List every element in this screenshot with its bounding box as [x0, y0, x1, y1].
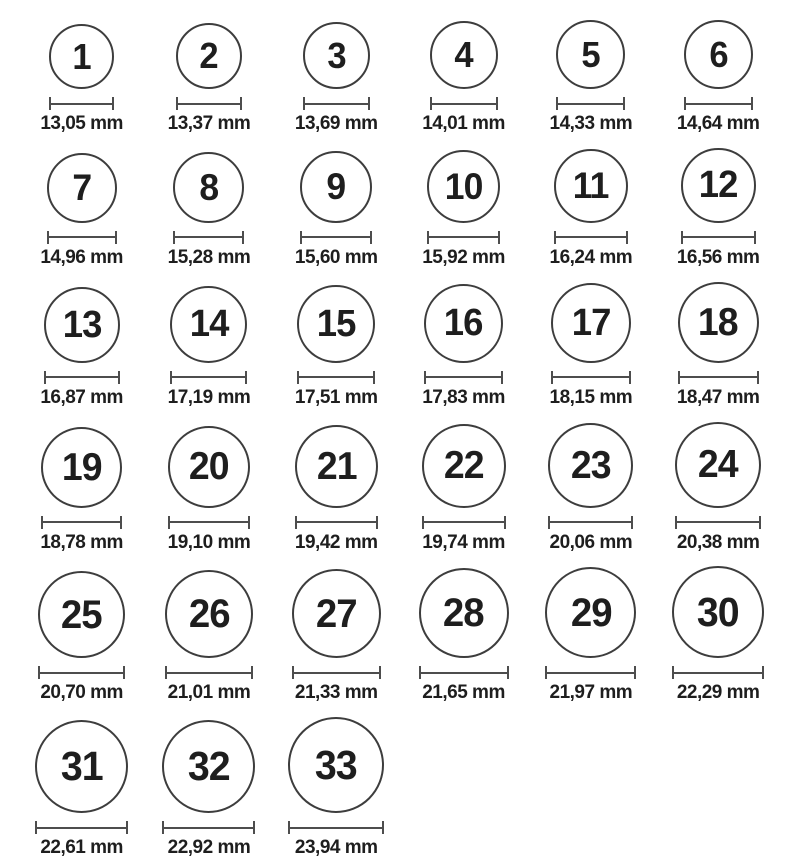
- ring-size-number: 32: [187, 743, 230, 790]
- diameter-measure-line: [424, 371, 503, 384]
- ring-circle: [288, 717, 384, 813]
- ring-size-item: [400, 150, 527, 269]
- ring-circle: [300, 151, 372, 223]
- ring-size-number: 26: [188, 592, 230, 637]
- ring-circle: [297, 285, 375, 363]
- ring-size-row: [18, 717, 782, 859]
- ring-size-number: 8: [199, 166, 219, 208]
- diameter-label: 19,10 mm: [167, 531, 251, 553]
- diameter-label: 13,69 mm: [294, 113, 378, 134]
- diameter-measure-line: [675, 516, 761, 529]
- ring-circle: [545, 567, 636, 658]
- ring-circle: [548, 423, 633, 508]
- diameter-label: 20,06 mm: [549, 531, 633, 553]
- ring-size-number: 10: [444, 165, 483, 207]
- ring-size-item: [273, 425, 400, 554]
- diameter-measure-line: [44, 371, 120, 384]
- diameter-measure-line: [548, 516, 633, 529]
- ring-size-item: [145, 426, 272, 554]
- ring-circle: [162, 720, 255, 813]
- ring-size-item: [145, 720, 272, 859]
- diameter-measure-line: [38, 666, 125, 679]
- ring-size-number: 25: [61, 592, 103, 637]
- ring-size-number: 2: [199, 35, 219, 76]
- ring-circle: [681, 148, 756, 223]
- ring-size-item: [145, 570, 272, 704]
- ring-size-item: [145, 23, 272, 135]
- ring-size-item: [273, 151, 400, 269]
- ring-size-number: 5: [581, 33, 600, 75]
- diameter-measure-line: [292, 666, 381, 679]
- ring-size-number: 17: [571, 301, 611, 344]
- diameter-label: 14,96 mm: [40, 246, 123, 268]
- diameter-label: 19,42 mm: [294, 531, 378, 553]
- ring-size-item: [18, 153, 145, 269]
- diameter-measure-line: [554, 231, 628, 244]
- diameter-label: 21,97 mm: [549, 682, 633, 704]
- ring-circle: [678, 282, 759, 363]
- ring-circle: [554, 149, 628, 223]
- ring-circle: [430, 21, 498, 89]
- ring-size-item: [400, 21, 527, 135]
- ring-size-number: 6: [708, 33, 728, 75]
- ring-circle: [170, 286, 247, 363]
- diameter-measure-line: [545, 666, 636, 679]
- diameter-label: 17,19 mm: [167, 386, 251, 408]
- diameter-measure-line: [419, 666, 509, 679]
- diameter-label: 14,33 mm: [549, 113, 633, 134]
- diameter-measure-line: [162, 821, 255, 834]
- diameter-measure-line: [297, 371, 375, 384]
- ring-circle: [173, 152, 244, 223]
- ring-size-item: [273, 22, 400, 135]
- diameter-measure-line: [678, 371, 759, 384]
- diameter-measure-line: [165, 666, 253, 679]
- diameter-label: 17,51 mm: [294, 386, 378, 408]
- ring-circle: [422, 424, 506, 508]
- ring-size-item: [273, 717, 400, 859]
- ring-size-number: 18: [698, 300, 738, 344]
- diameter-measure-line: [303, 97, 370, 110]
- ring-size-number: 12: [698, 164, 738, 207]
- diameter-label: 16,56 mm: [676, 246, 760, 268]
- ring-size-item: [654, 566, 781, 704]
- ring-size-item: [527, 20, 654, 135]
- diameter-measure-line: [176, 97, 242, 110]
- diameter-measure-line: [551, 371, 631, 384]
- ring-circle: [165, 570, 253, 658]
- diameter-label: 21,01 mm: [167, 682, 251, 704]
- ring-size-item: [273, 285, 400, 409]
- ring-size-item: [654, 20, 781, 135]
- ring-size-number: 19: [61, 445, 102, 489]
- diameter-label: 23,94 mm: [294, 837, 378, 859]
- diameter-label: 21,65 mm: [422, 682, 505, 704]
- ring-size-item: [527, 283, 654, 409]
- diameter-label: 20,70 mm: [40, 682, 123, 704]
- diameter-label: 22,92 mm: [167, 837, 251, 859]
- ring-size-row: [18, 422, 782, 554]
- ring-size-number: 22: [443, 444, 484, 488]
- diameter-label: 20,38 mm: [676, 531, 760, 553]
- diameter-measure-line: [430, 97, 498, 110]
- diameter-measure-line: [47, 231, 117, 244]
- ring-size-item: [654, 422, 781, 554]
- ring-circle: [303, 22, 370, 89]
- diameter-measure-line: [288, 821, 384, 834]
- ring-size-item: [654, 282, 781, 409]
- ring-size-number: 28: [443, 591, 484, 636]
- ring-size-number: 20: [189, 445, 229, 489]
- ring-size-item: [400, 424, 527, 554]
- ring-size-number: 24: [698, 443, 738, 487]
- diameter-label: 22,29 mm: [676, 682, 760, 704]
- diameter-measure-line: [684, 97, 753, 110]
- ring-circle: [551, 283, 631, 363]
- diameter-label: 18,47 mm: [676, 386, 760, 408]
- ring-circle: [35, 720, 128, 813]
- ring-size-item: [145, 286, 272, 409]
- diameter-label: 15,60 mm: [294, 246, 378, 268]
- ring-size-number: 9: [326, 166, 346, 208]
- ring-size-number: 31: [60, 743, 103, 790]
- diameter-label: 15,92 mm: [422, 246, 505, 268]
- ring-size-number: 33: [315, 741, 358, 788]
- ring-size-row: [18, 282, 782, 409]
- ring-circle: [427, 150, 500, 223]
- diameter-measure-line: [556, 97, 625, 110]
- ring-size-item: [527, 149, 654, 269]
- ring-circle: [49, 24, 114, 89]
- ring-size-number: 29: [570, 590, 612, 635]
- ring-size-number: 4: [454, 34, 473, 75]
- diameter-label: 17,83 mm: [422, 386, 505, 408]
- ring-size-item: [18, 24, 145, 135]
- ring-circle: [424, 284, 503, 363]
- diameter-measure-line: [672, 666, 764, 679]
- diameter-label: 14,64 mm: [676, 113, 760, 134]
- ring-size-number: 3: [327, 34, 346, 76]
- diameter-label: 18,15 mm: [549, 386, 633, 408]
- diameter-label: 13,05 mm: [40, 113, 123, 134]
- diameter-label: 16,87 mm: [40, 386, 123, 408]
- ring-circle: [684, 20, 753, 89]
- ring-size-number: 14: [189, 303, 229, 346]
- diameter-measure-line: [49, 97, 114, 110]
- ring-circle: [38, 571, 125, 658]
- diameter-label: 22,61 mm: [40, 837, 123, 859]
- ring-circle: [672, 566, 764, 658]
- diameter-measure-line: [300, 231, 372, 244]
- ring-size-number: 11: [573, 165, 609, 207]
- ring-size-number: 23: [570, 443, 611, 487]
- ring-size-item: [18, 427, 145, 554]
- ring-circle: [176, 23, 242, 89]
- ring-size-number: 7: [72, 167, 92, 209]
- diameter-measure-line: [422, 516, 506, 529]
- ring-size-item: [273, 569, 400, 704]
- diameter-measure-line: [41, 516, 122, 529]
- diameter-label: 15,28 mm: [167, 246, 251, 268]
- ring-circle: [556, 20, 625, 89]
- ring-circle: [419, 568, 509, 658]
- ring-size-number: 13: [62, 303, 101, 346]
- ring-size-number: 21: [316, 444, 357, 488]
- diameter-measure-line: [681, 231, 756, 244]
- ring-size-item: [18, 571, 145, 704]
- diameter-measure-line: [295, 516, 378, 529]
- ring-size-item: [400, 568, 527, 704]
- ring-size-row: [18, 566, 782, 704]
- ring-size-number: 16: [444, 302, 483, 345]
- diameter-measure-line: [35, 821, 128, 834]
- ring-circle: [47, 153, 117, 223]
- diameter-measure-line: [170, 371, 247, 384]
- ring-circle: [675, 422, 761, 508]
- ring-size-number: 27: [315, 591, 357, 636]
- ring-size-item: [527, 567, 654, 704]
- ring-size-item: [400, 284, 527, 409]
- diameter-label: 19,74 mm: [422, 531, 505, 553]
- ring-size-number: 15: [316, 302, 356, 345]
- ring-size-row: [18, 148, 782, 269]
- diameter-label: 13,37 mm: [167, 113, 251, 134]
- ring-circle: [295, 425, 378, 508]
- diameter-label: 14,01 mm: [422, 113, 505, 134]
- ring-size-item: [145, 152, 272, 269]
- diameter-label: 16,24 mm: [549, 246, 633, 268]
- ring-size-item: [18, 720, 145, 859]
- diameter-measure-line: [173, 231, 244, 244]
- ring-circle: [41, 427, 122, 508]
- diameter-label: 18,78 mm: [40, 531, 123, 553]
- diameter-measure-line: [168, 516, 250, 529]
- ring-circle: [168, 426, 250, 508]
- ring-size-item: [654, 148, 781, 269]
- ring-circle: [292, 569, 381, 658]
- diameter-label: 21,33 mm: [294, 682, 378, 704]
- ring-size-row: [18, 20, 782, 135]
- ring-size-item: [18, 287, 145, 409]
- ring-circle: [44, 287, 120, 363]
- ring-size-number: 30: [697, 588, 740, 635]
- diameter-measure-line: [427, 231, 500, 244]
- ring-size-item: [527, 423, 654, 554]
- ring-size-number: 1: [72, 35, 91, 77]
